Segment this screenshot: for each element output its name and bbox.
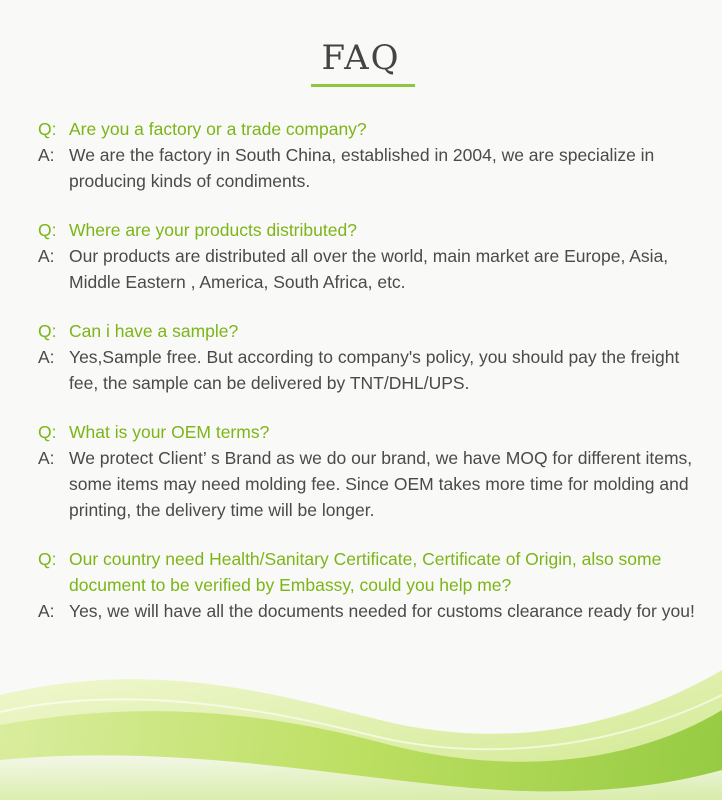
answer-row <box>38 598 698 624</box>
answer-prefix: A: <box>38 347 55 367</box>
question-row <box>38 546 698 598</box>
question-text: What is your OEM terms? <box>69 422 270 442</box>
answer-text: Yes,Sample free. But according to company's policy, you should pay the freight fee, the sample can be delivered by TNT/DHL/UPS. <box>69 347 680 393</box>
title-underline <box>311 84 415 87</box>
answer-row <box>38 142 698 194</box>
question-prefix: Q: <box>38 549 57 569</box>
faq-item <box>38 318 698 396</box>
answer-text: Yes, we will have all the documents needed for customs clearance ready for you! <box>69 601 695 621</box>
green-wave-decoration <box>0 650 722 800</box>
page-title: FAQ <box>321 38 401 78</box>
question-text: Can i have a sample? <box>69 321 239 341</box>
answer-row <box>38 243 698 295</box>
question-prefix: Q: <box>38 220 57 240</box>
question-text: Where are your products distributed? <box>69 220 357 240</box>
question-row <box>38 217 698 243</box>
answer-row <box>38 445 698 523</box>
question-row <box>38 116 698 142</box>
question-prefix: Q: <box>38 422 57 442</box>
answer-prefix: A: <box>38 448 55 468</box>
faq-item <box>38 419 698 523</box>
question-text: Our country need Health/Sanitary Certificate, Certificate of Origin, also some document to be verified by Embassy, could you help me? <box>69 549 662 595</box>
answer-text: Our products are distributed all over the world, main market are Europe, Asia, Middle Eastern , America, South Africa, etc. <box>69 246 669 292</box>
faq-list <box>38 116 698 647</box>
faq-item <box>38 116 698 194</box>
question-row <box>38 318 698 344</box>
answer-prefix: A: <box>38 246 55 266</box>
question-text: Are you a factory or a trade company? <box>69 119 367 139</box>
question-prefix: Q: <box>38 321 57 341</box>
answer-text: We protect Client’ s Brand as we do our brand, we have MOQ for different items, some items may need molding fee. Since OEM takes more time for molding and printing, the delivery time will be longer. <box>69 448 693 520</box>
answer-prefix: A: <box>38 145 55 165</box>
question-prefix: Q: <box>38 119 57 139</box>
question-row <box>38 419 698 445</box>
answer-text: We are the factory in South China, established in 2004, we are specialize in producing kinds of condiments. <box>69 145 655 191</box>
title-wrap <box>0 38 722 78</box>
faq-item <box>38 217 698 295</box>
faq-item <box>38 546 698 624</box>
answer-prefix: A: <box>38 601 55 621</box>
answer-row <box>38 344 698 396</box>
